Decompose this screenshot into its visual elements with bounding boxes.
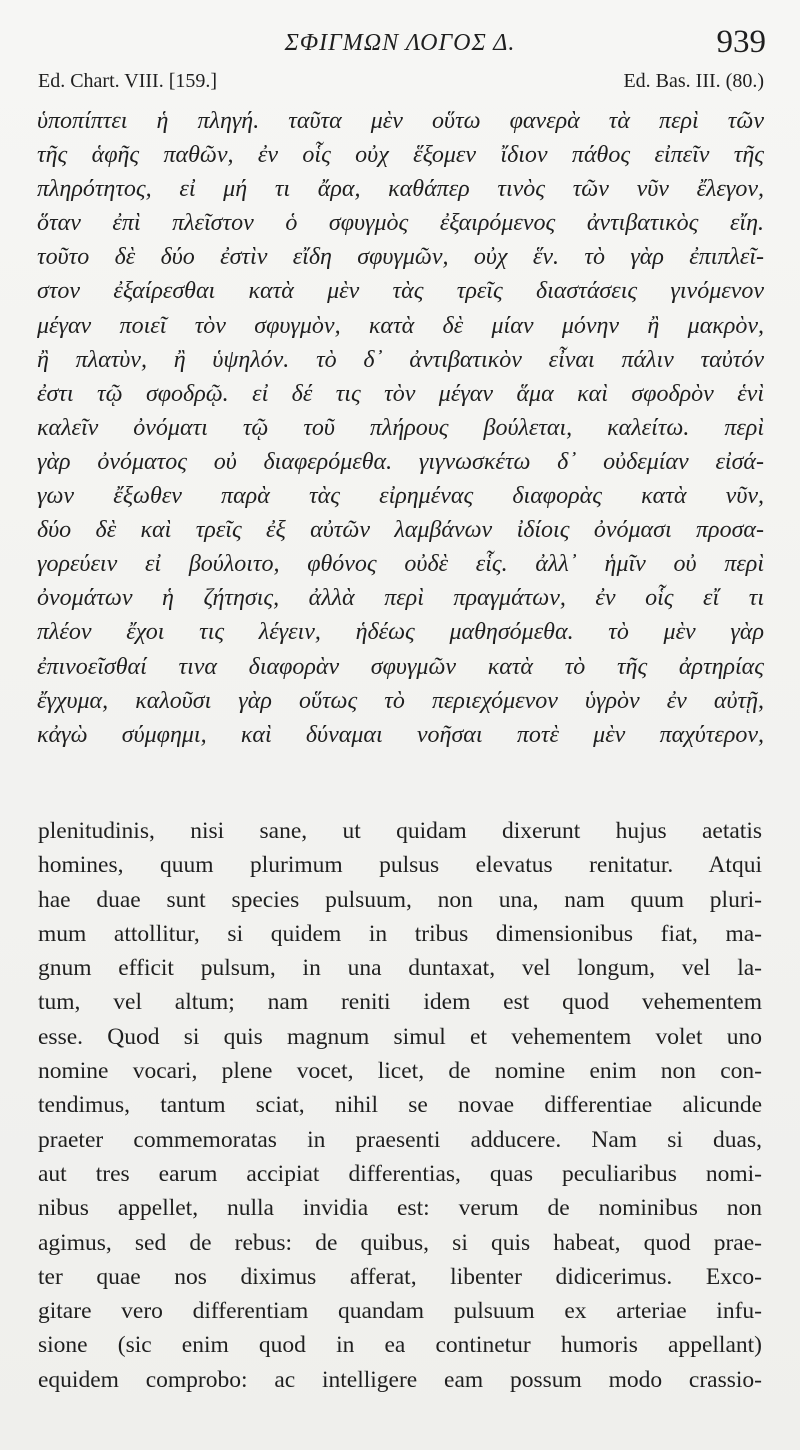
greek-text-line: ὑποπίπτει ἡ πληγή. ταῦτα μὲν οὕτω φανερὰ τὰ περὶ τῶν: [37, 108, 764, 134]
latin-text-line: plenitudinis, nisi sane, ut quidam dixerunt hujus aetatis: [38, 818, 762, 844]
greek-text-line: γὰρ ὀνόματος οὐ διαφερόμεθα. γιγνωσκέτω δ᾽ οὐδεμίαν εἰσά-: [37, 448, 764, 475]
latin-text-line: sione (sic enim quod in ea continetur humoris appellant): [38, 1332, 762, 1359]
latin-text-line: equidem comprobo: ac intelligere eam possum modo crassio-: [38, 1366, 762, 1393]
greek-text-line: τῆς ἁφῆς παθῶν, ἐν οἷς οὐχ ἕξομεν ἴδιον πάθος εἰπεῖν τῆς: [37, 142, 764, 169]
latin-text-line: esse. Quod si quis magnum simul et vehementem volet uno: [38, 1023, 762, 1050]
greek-text-line: ὀνομάτων ἡ ζήτησις, ἀλλὰ περὶ πραγμάτων, ἐν οἷς εἴ τι: [37, 585, 764, 612]
greek-text-line: πληρότητος, εἰ μή τι ἄρα, καθάπερ τινὸς τῶν νῦν ἔλεγον,: [37, 176, 764, 203]
latin-text-line: nomine vocari, plene vocet, licet, de nomine enim non con-: [38, 1058, 762, 1085]
greek-text-line: γορεύειν εἰ βούλοιτο, φθόνος οὐδὲ εἷς. ἀλλ᾽ ἡμῖν οὐ περὶ: [37, 551, 764, 578]
greek-text-block: [37, 104, 764, 752]
greek-text-line: στον ἐξαίρεσθαι κατὰ μὲν τὰς τρεῖς διαστάσεις γινόμενον: [37, 278, 764, 305]
greek-text-line: ἐστι τῷ σφοδρῷ. εἰ δέ τις τὸν μέγαν ἅμα καὶ σφοδρὸν ἑνὶ: [37, 380, 764, 407]
latin-text-line: aut tres earum accipiat differentias, quas peculiaribus nomi-: [38, 1160, 762, 1187]
greek-text-line: κἀγὼ σύμφημι, καὶ δύναμαι νοῆσαι ποτὲ μὲν παχύτερον,: [37, 721, 764, 748]
greek-text-line: ἢ πλατὺν, ἢ ὑψηλόν. τὸ δ᾽ ἀντιβατικὸν εἶναι πάλιν ταὐτόν: [37, 346, 764, 373]
greek-text-line: πλέον ἔχοι τις λέγειν, ἡδέως μαθησόμεθα. τὸ μὲν γὰρ: [37, 619, 764, 646]
latin-text-line: gitare vero differentiam quandam pulsuum ex arteriae infu-: [38, 1298, 762, 1325]
greek-text-line: καλεῖν ὀνόματι τῷ τοῦ πλήρους βούλεται, καλείτω. περὶ: [37, 414, 764, 441]
greek-text-line: ἐπινοεῖσθαί τινα διαφορὰν σφυγμῶν κατὰ τὸ τῆς ἀρτηρίας: [37, 653, 764, 680]
greek-text-line: τοῦτο δὲ δύο ἐστὶν εἴδη σφυγμῶν, οὐχ ἕν. τὸ γὰρ ἐπιπλεῖ-: [37, 244, 764, 271]
latin-text-line: tendimus, tantum sciat, nihil se novae differentiae alicunde: [38, 1092, 762, 1119]
latin-text-line: ter quae nos diximus afferat, libenter didicerimus. Exco-: [38, 1263, 762, 1290]
edition-reference-right: Ed. Bas. III. (80.): [623, 70, 764, 92]
latin-text-block: [38, 814, 762, 1397]
latin-text-line: praeter commemoratas in praesenti adducere. Nam si duas,: [38, 1126, 762, 1153]
page-number: 939: [716, 24, 766, 60]
latin-text-line: homines, quum plurimum pulsus elevatus renitatur. Atqui: [38, 852, 762, 879]
latin-text-line: nibus appellet, nulla invidia est: verum de nominibus non: [38, 1195, 762, 1222]
greek-text-line: ὅταν ἐπὶ πλεῖστον ὁ σφυγμὸς ἐξαιρόμενος ἀντιβατικὸς εἴη.: [37, 210, 764, 237]
edition-reference-line: [38, 70, 764, 93]
running-head-title: ΣΦΙΓΜΩΝ ΛΟΓΟΣ Δ.: [284, 30, 516, 56]
greek-text-line: ἔγχυμα, καλοῦσι γὰρ οὕτως τὸ περιεχόμενον ὑγρὸν ἐν αὐτῇ,: [37, 687, 764, 714]
greek-text-line: μέγαν ποιεῖ τὸν σφυγμὸν, κατὰ δὲ μίαν μόνην ἢ μακρὸν,: [37, 312, 764, 339]
show-through-text: [62, 776, 752, 796]
latin-text-line: agimus, sed de rebus: de quibus, si quis habeat, quod prae-: [38, 1229, 762, 1256]
greek-text-line: γων ἔξωθεν παρὰ τὰς εἰρημένας διαφορὰς κατὰ νῦν,: [37, 483, 764, 510]
latin-text-line: gnum efficit pulsum, in una duntaxat, vel longum, vel la-: [38, 955, 762, 982]
latin-text-line: hae duae sunt species pulsuum, non una, nam quum pluri-: [38, 886, 762, 913]
greek-text-line: δύο δὲ καὶ τρεῖς ἐξ αὐτῶν λαμβάνων ἰδίοις ὀνόμασι προσα-: [37, 517, 764, 544]
latin-text-line: tum, vel altum; nam reniti idem est quod vehementem: [38, 989, 762, 1016]
edition-reference-left: Ed. Chart. VIII. [159.]: [38, 70, 218, 92]
latin-text-line: mum attollitur, si quidem in tribus dimensionibus fiat, ma-: [38, 920, 762, 947]
